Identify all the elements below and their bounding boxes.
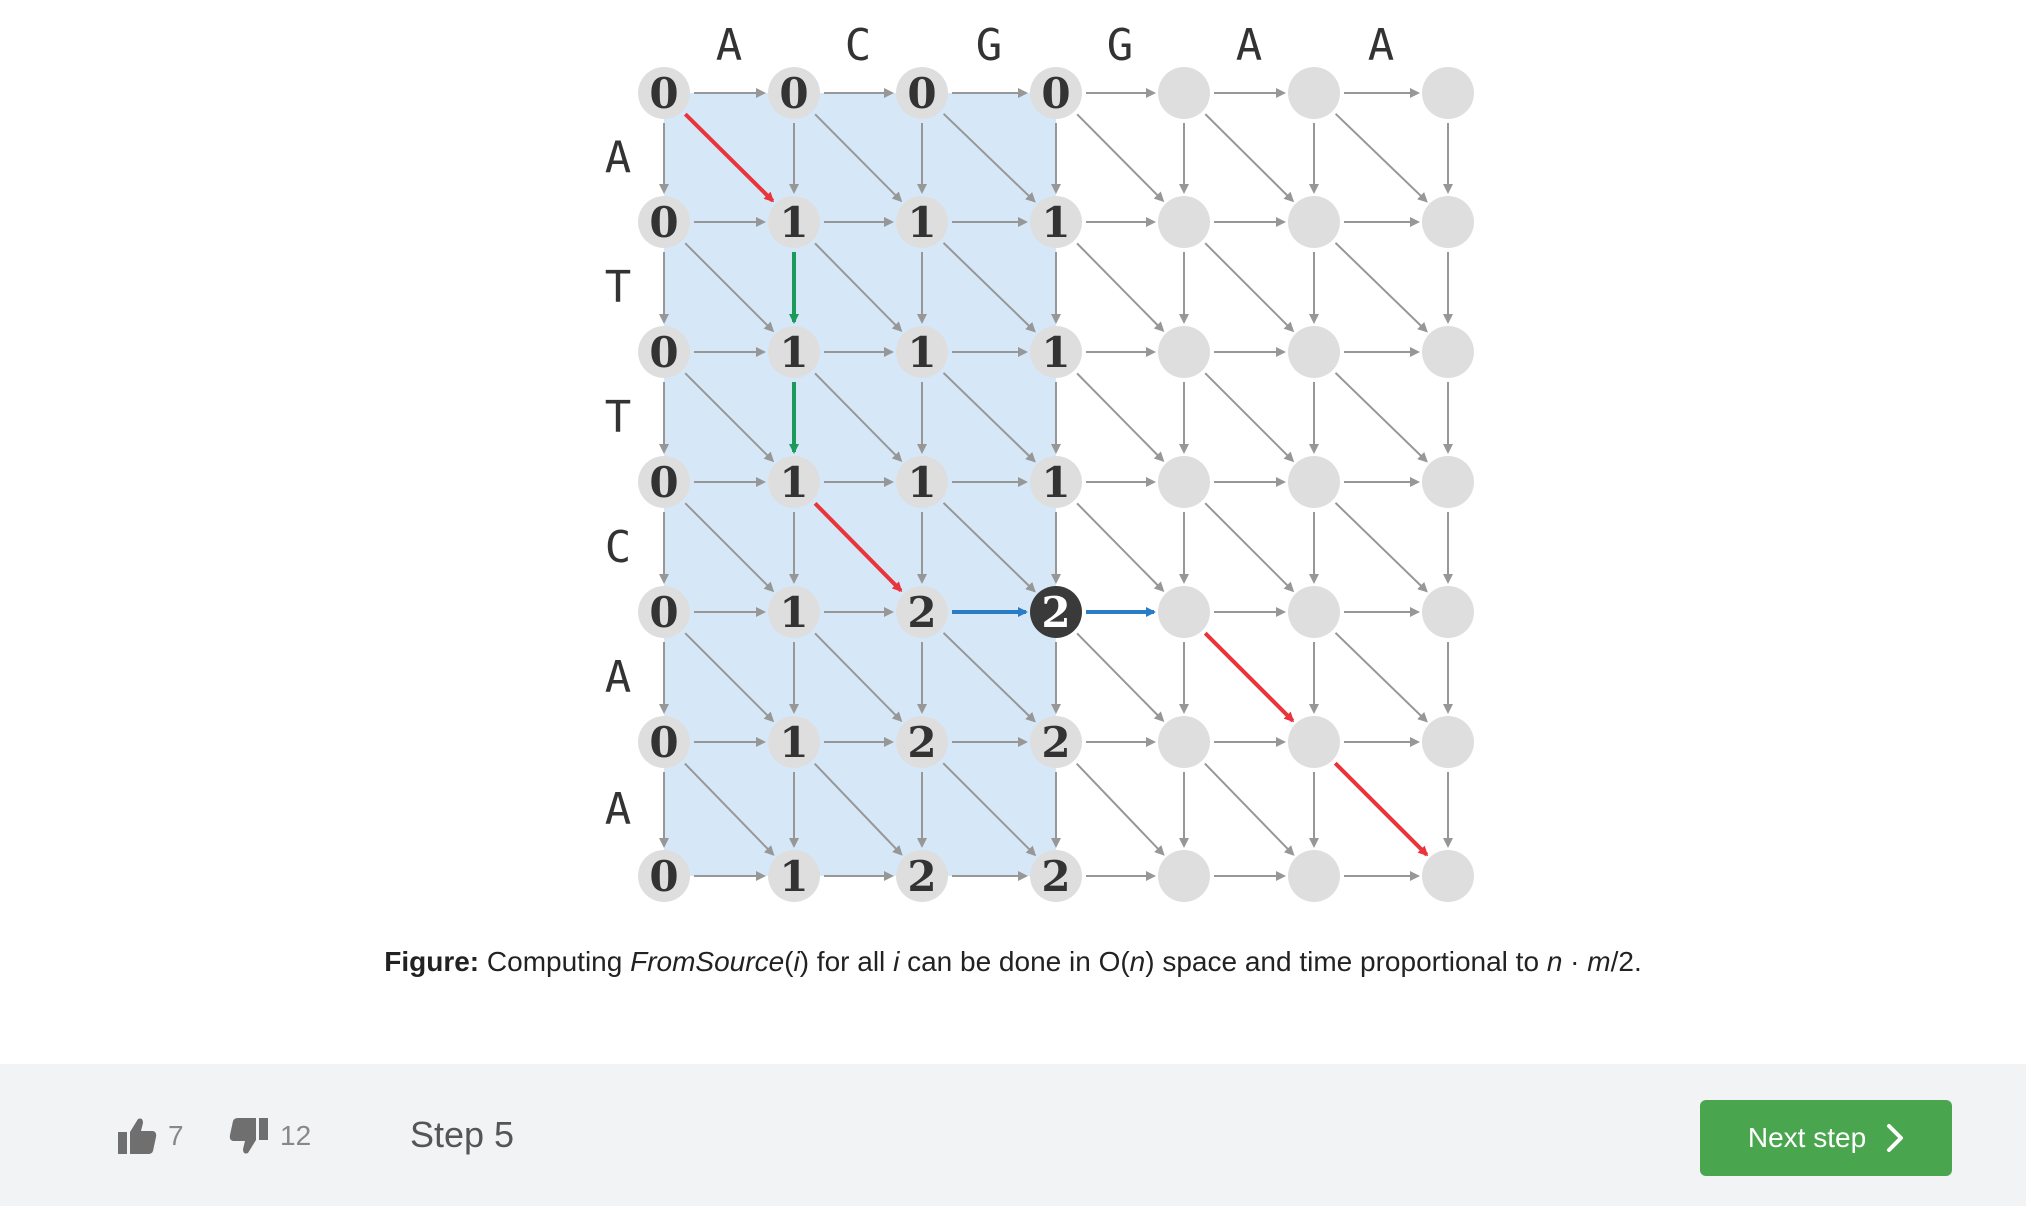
thumbs-up-icon [116, 1116, 158, 1156]
grid-edge [1077, 243, 1163, 330]
grid-node [1422, 456, 1474, 508]
grid-node [1158, 326, 1210, 378]
node-score: 2 [1041, 718, 1071, 767]
node-score: 2 [907, 588, 937, 637]
grid-node [1158, 850, 1210, 902]
caption-var-n: n [1546, 946, 1563, 977]
grid-node [1288, 326, 1340, 378]
node-score: 1 [907, 198, 937, 247]
highlight-edge-red [1335, 763, 1427, 855]
grid-node [1158, 196, 1210, 248]
row-letter: A [604, 784, 632, 835]
grid-node [1288, 586, 1340, 638]
node-score: 0 [649, 328, 679, 377]
grid-node [1422, 716, 1474, 768]
caption-text: · [1562, 946, 1588, 977]
node-score: 1 [779, 328, 809, 377]
grid-node [1158, 456, 1210, 508]
row-letter: T [604, 262, 632, 313]
caption-text: /2. [1610, 946, 1642, 977]
grid-node [1288, 456, 1340, 508]
caption-fn: FromSource [630, 946, 785, 977]
node-score: 0 [1041, 69, 1071, 118]
caption-var-i: i [793, 946, 800, 977]
grid-node [1288, 67, 1340, 119]
caption-text: for all [809, 946, 894, 977]
node-score: 1 [779, 852, 809, 901]
node-score: 0 [649, 852, 679, 901]
node-score: 2 [1041, 852, 1071, 901]
node-score: 1 [1041, 458, 1071, 507]
dislike-button[interactable] [228, 1116, 311, 1156]
grid-edge [1205, 114, 1292, 201]
node-score: 0 [649, 718, 679, 767]
caption-var-n: n [1129, 946, 1146, 977]
grid-edge [1336, 373, 1427, 461]
column-letter: C [844, 20, 872, 71]
grid-edge [1336, 243, 1427, 331]
grid-edge [1077, 633, 1163, 720]
grid-node [1422, 586, 1474, 638]
node-score: 1 [1041, 198, 1071, 247]
grid-node [1422, 326, 1474, 378]
grid-edge [1077, 503, 1163, 590]
grid-edge [1205, 503, 1293, 591]
caption-var-i: i [893, 946, 900, 977]
row-letter: T [604, 392, 632, 443]
column-letter: A [715, 20, 743, 71]
column-letter: A [1235, 20, 1263, 71]
grid-node [1158, 716, 1210, 768]
highlight-edge-red [1205, 633, 1293, 721]
caption-paren: ( [784, 946, 794, 977]
grid-edge [1336, 503, 1427, 591]
node-score: 0 [649, 458, 679, 507]
grid-node [1158, 586, 1210, 638]
node-score: 0 [649, 198, 679, 247]
step-label: Step 5 [410, 1114, 515, 1155]
grid-edge [1077, 114, 1163, 200]
grid-node [1288, 850, 1340, 902]
grid-edge [1077, 764, 1164, 855]
row-letter: A [604, 132, 632, 184]
dislike-count: 12 [280, 1120, 312, 1151]
caption-text: ) space and time proportional to [1145, 946, 1547, 977]
grid-node [1158, 67, 1210, 119]
node-score: 2 [907, 852, 937, 901]
like-count: 7 [168, 1120, 184, 1151]
grid-edge [1205, 764, 1293, 855]
node-score: 2 [1041, 588, 1071, 637]
step-footer [0, 1064, 2026, 1206]
computed-region [664, 93, 1056, 876]
grid-node [1288, 716, 1340, 768]
caption-label: Figure: [384, 946, 480, 977]
thumbs-down-icon [228, 1116, 270, 1156]
node-score: 1 [907, 328, 937, 377]
grid-node [1422, 196, 1474, 248]
grid-edge [1336, 633, 1427, 721]
grid-edge [1205, 243, 1293, 331]
node-score: 1 [907, 458, 937, 507]
grid-node [1422, 67, 1474, 119]
node-score: 2 [907, 718, 937, 767]
next-step-label: Next step [1747, 1122, 1867, 1153]
node-score: 1 [779, 588, 809, 637]
grid-node [1288, 196, 1340, 248]
grid-edge [1336, 114, 1427, 201]
node-score: 0 [649, 588, 679, 637]
column-letter: G [1106, 20, 1134, 71]
row-letter: C [604, 522, 632, 573]
grid-edge [1205, 373, 1293, 461]
node-score: 0 [649, 69, 679, 118]
figure-caption [0, 946, 2026, 978]
node-score: 1 [779, 718, 809, 767]
like-button[interactable] [116, 1116, 184, 1156]
column-letter: A [1367, 20, 1395, 71]
row-letter: A [604, 652, 632, 703]
grid-edge [1077, 373, 1163, 460]
caption-text: Computing [479, 946, 631, 977]
node-score: 1 [779, 458, 809, 507]
node-score: 0 [779, 69, 809, 118]
caption-paren: ) [799, 946, 810, 977]
caption-text: can be done in O( [899, 946, 1130, 977]
next-step-button[interactable] [1700, 1100, 1952, 1176]
node-score: 1 [779, 198, 809, 247]
node-score: 0 [907, 69, 937, 118]
node-score: 1 [1041, 328, 1071, 377]
chevron-right-icon [1886, 1123, 1904, 1153]
caption-var-m: m [1587, 946, 1611, 977]
column-letter: G [975, 20, 1003, 71]
grid-node [1422, 850, 1474, 902]
